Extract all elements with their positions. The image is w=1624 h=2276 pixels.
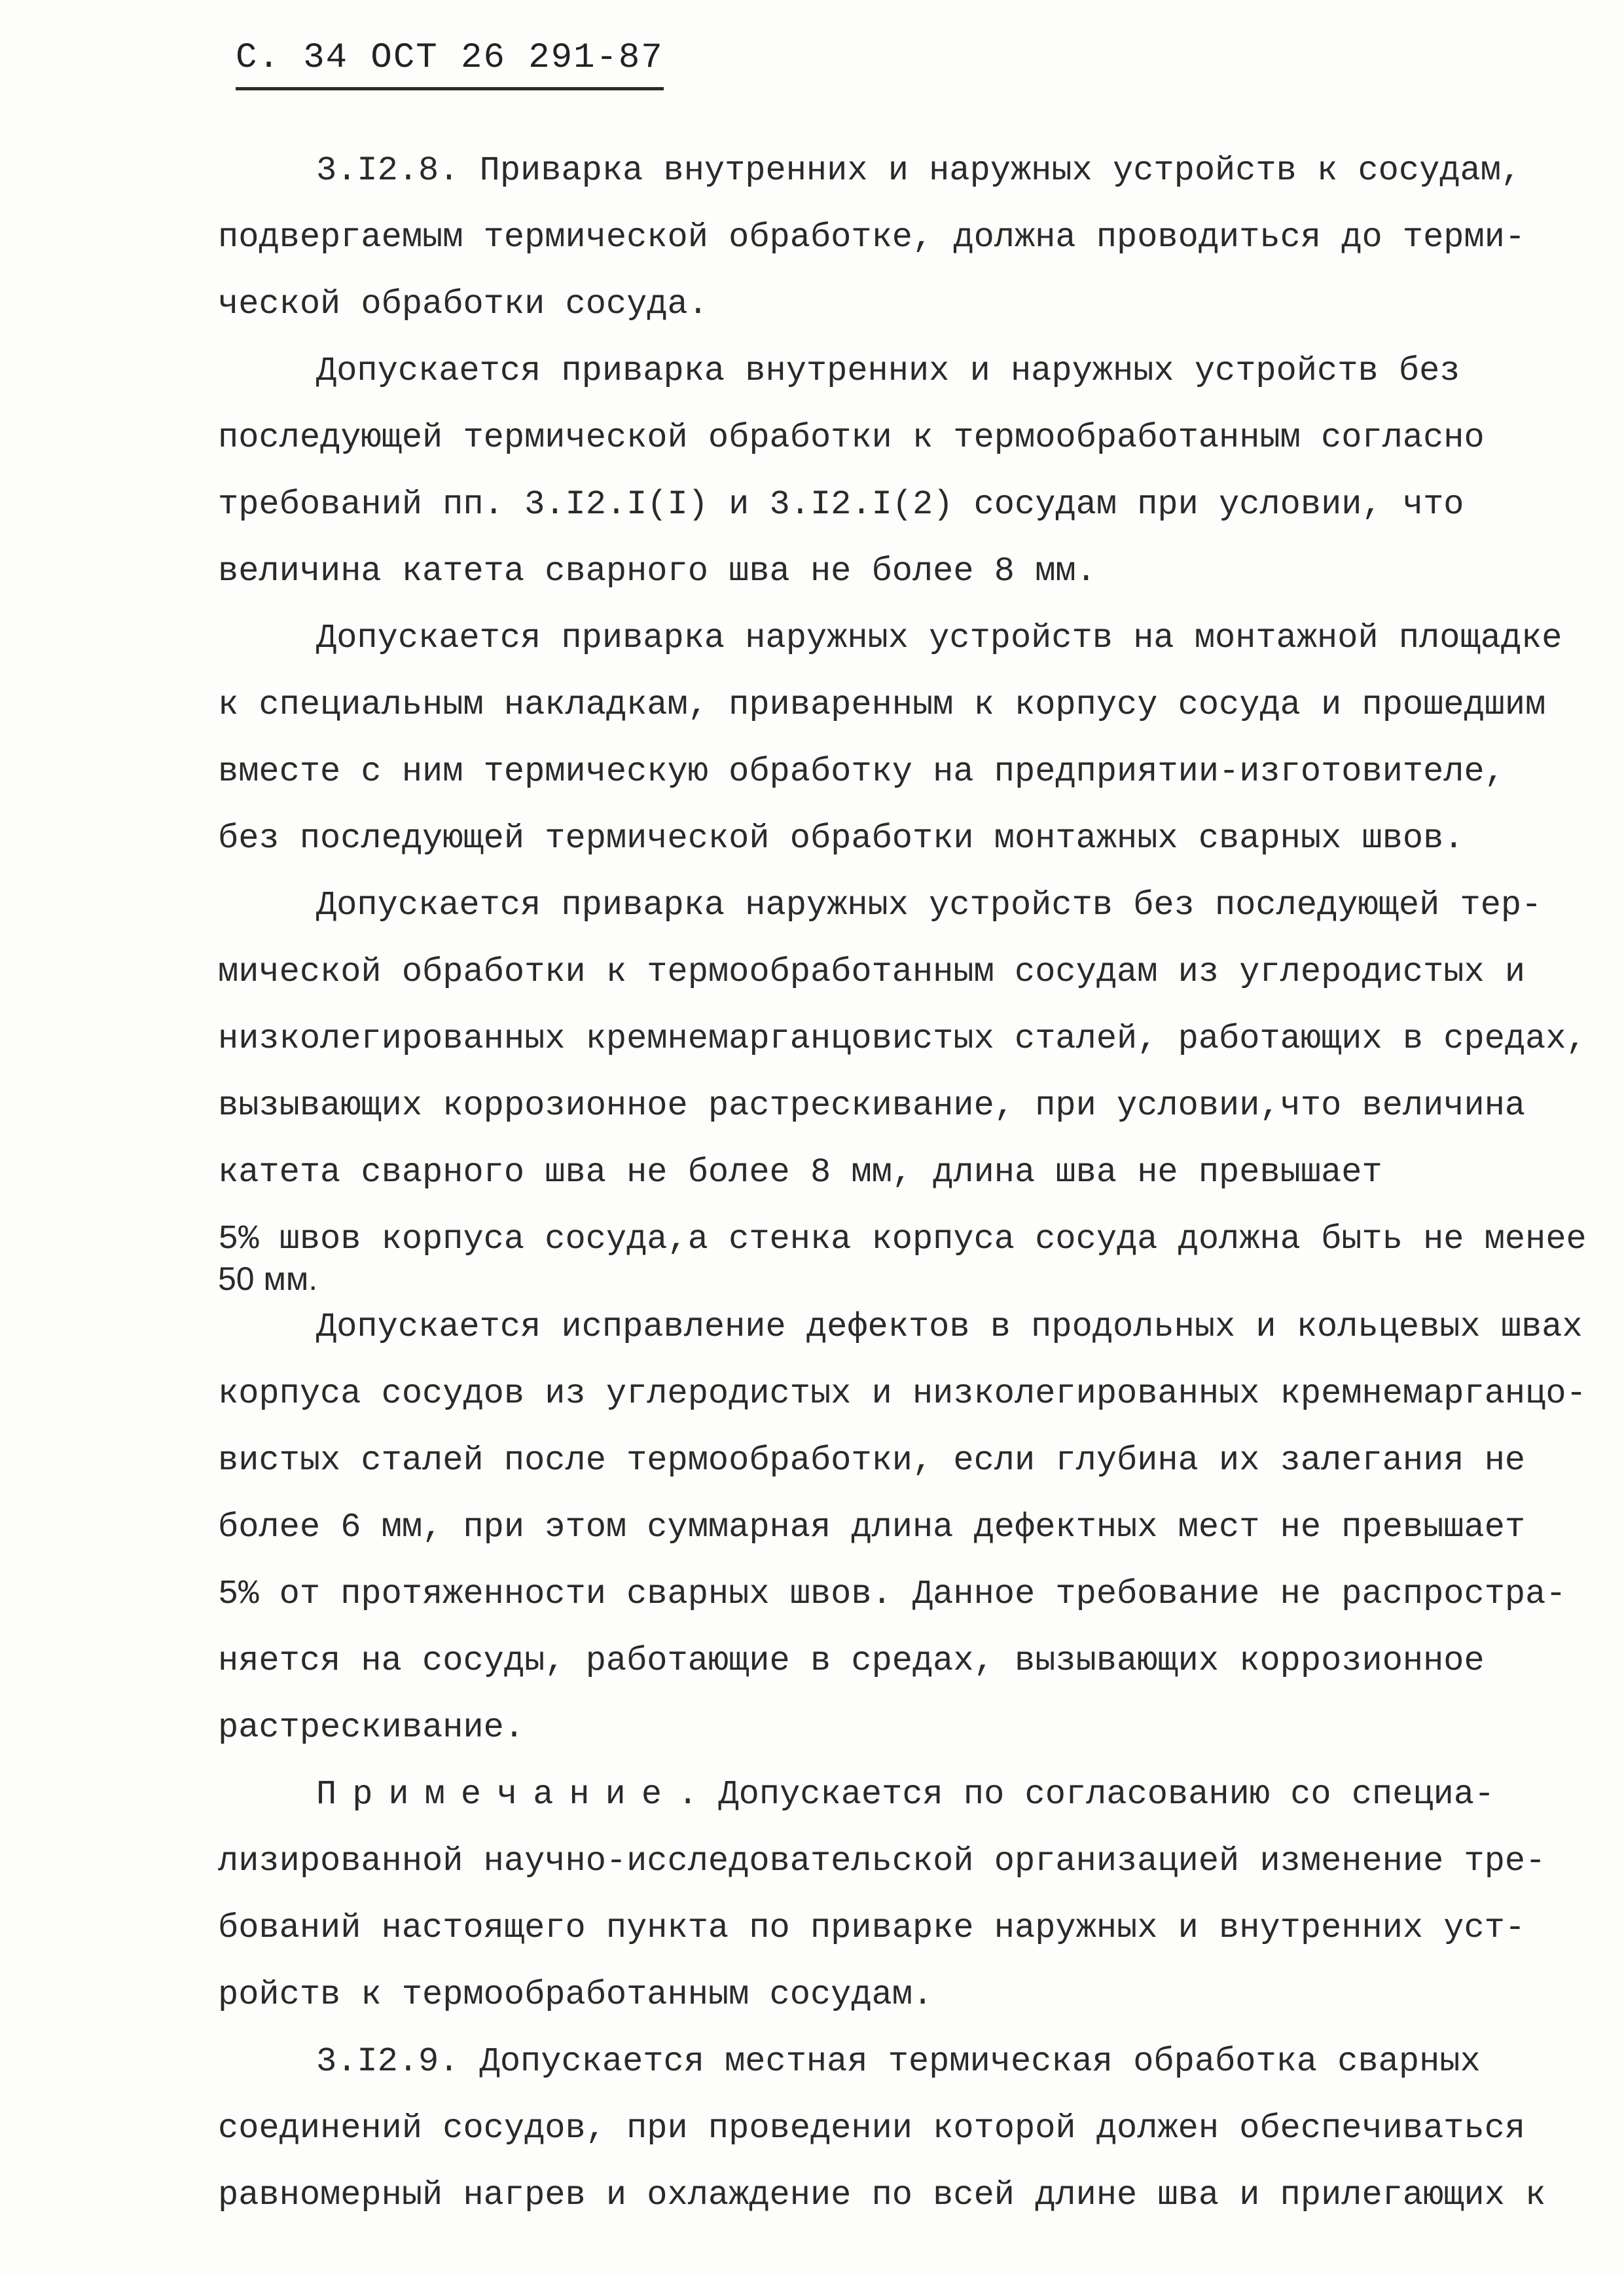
- text-line: соединений сосудов, при проведении которой должен обеспечиваться: [218, 2109, 1526, 2148]
- text-line-overlap: 50 мм.: [218, 1260, 318, 1297]
- text-line: катета сварного шва не более 8 мм, длина шва не превышает: [218, 1153, 1382, 1192]
- text-line: 5% от протяженности сварных швов. Данное требование не распростра-: [218, 1575, 1566, 1613]
- text-line: ройств к термообработанным сосудам.: [218, 1975, 933, 2014]
- text-line: Допускается исправление дефектов в продольных и кольцевых швах: [316, 1308, 1583, 1346]
- note-line: [218, 1761, 1612, 1828]
- text-line: бований настоящего пункта по приварке наружных и внутренних уст-: [218, 1909, 1526, 1947]
- text-line: 5% швов корпуса сосуда,а стенка корпуса сосуда должна быть не менее: [218, 1220, 1587, 1258]
- text-line: низколегированных кремнемарганцовистых сталей, работающих в средах,: [218, 1019, 1587, 1058]
- text-line: к специальным накладкам, приваренным к корпусу сосуда и прошедшим: [218, 686, 1546, 724]
- text-line: подвергаемым термической обработке, должна проводиться до терми-: [218, 218, 1526, 257]
- text-line: растрескивание.: [218, 1708, 525, 1747]
- text-line: корпуса сосудов из углеродистых и низколегированных кремнемарганцо-: [218, 1374, 1587, 1413]
- text-line: Допускается приварка наружных устройств без последующей тер-: [316, 886, 1542, 925]
- text-line: Допускается приварка наружных устройств на монтажной площадке: [316, 619, 1562, 657]
- text-line: 3.I2.9. Допускается местная термическая обработка сварных: [316, 2042, 1481, 2081]
- paragraph-block-1: [218, 138, 1612, 1273]
- document-body: [218, 138, 1612, 2229]
- paragraph-block-2: [218, 1294, 1612, 1761]
- note-text: . Допускается по согласованию со специа-: [677, 1775, 1495, 1814]
- text-line: 3.I2.8. Приварка внутренних и наружных устройств к сосудам,: [316, 151, 1522, 190]
- note-label: Примечание: [316, 1775, 678, 1814]
- text-line: лизированной научно-исследовательской организацией изменение тре-: [218, 1842, 1546, 1881]
- paragraph-block-3: [218, 1828, 1612, 2229]
- text-line: последующей термической обработки к термообработанным согласно: [218, 418, 1485, 457]
- page-header: С. 34 ОСТ 26 291-87: [236, 38, 664, 90]
- text-line: вместе с ним термическую обработку на предприятии-изготовителе,: [218, 752, 1505, 791]
- text-line: Допускается приварка внутренних и наружных устройств без: [316, 352, 1460, 390]
- text-line: няется на сосуды, работающие в средах, вызывающих коррозионное: [218, 1642, 1485, 1680]
- text-line: требований пп. 3.I2.I(I) и 3.I2.I(2) сосудам при условии, что: [218, 485, 1464, 524]
- text-line: более 6 мм, при этом суммарная длина дефектных мест не превышает: [218, 1508, 1526, 1547]
- text-line: вызывающих коррозионное растрескивание, при условии,что величина: [218, 1086, 1526, 1125]
- text-line: равномерный нагрев и охлаждение по всей длине шва и прилегающих к: [218, 2176, 1546, 2214]
- text-line: ческой обработки сосуда.: [218, 285, 708, 323]
- text-line: мической обработки к термообработанным сосудам из углеродистых и: [218, 953, 1526, 991]
- text-line: без последующей термической обработки монтажных сварных швов.: [218, 819, 1464, 858]
- text-line: величина катета сварного шва не более 8 мм.: [218, 552, 1096, 591]
- text-line: вистых сталей после термообработки, если глубина их залегания не: [218, 1441, 1526, 1480]
